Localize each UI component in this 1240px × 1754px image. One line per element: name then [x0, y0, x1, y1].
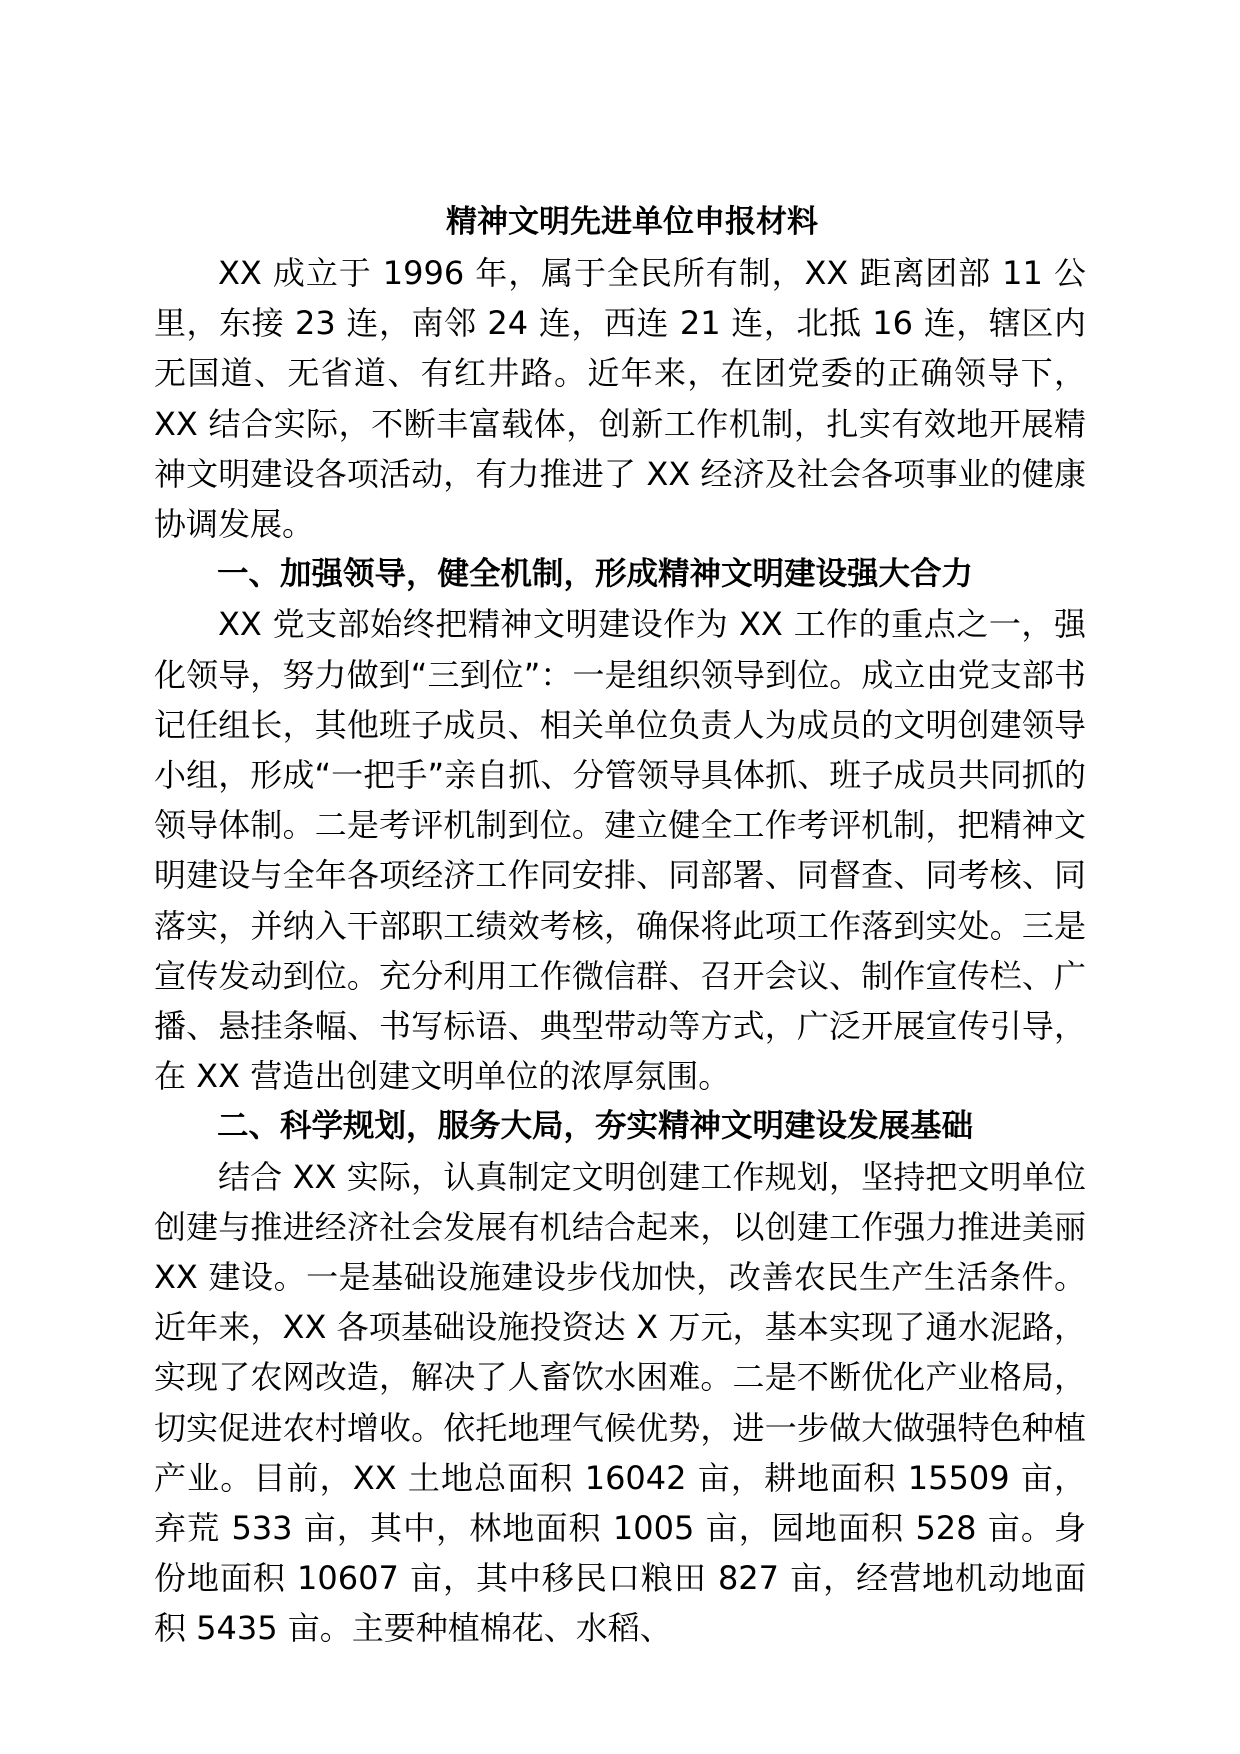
- section-2-paragraph: 结合 XX 实际，认真制定文明创建工作规划，坚持把文明单位创建与推进经济社会发展有机结合起来，以创建工作强力推进美丽 XX 建设。一是基础设施建设步伐加快，改善农民生产生活条件。近年来，XX 各项基础设施投资达 X 万元，基本实现了通水泥路，实现了农网改造，解决了人畜饮水困难。二是不断优化产业格局，切实促进农村增收。依托地理气候优势，进一步做大做强特色种植产业。目前，XX 土地总面积 16042 亩，耕地面积 15509 亩，弃荒 533 亩，其中，林地面积 1005 亩，园地面积 528 亩。身份地面积 10607 亩，其中移民口粮田 827 亩，经营地机动地面积 5435 亩。主要种植棉花、水稻、: [154, 1157, 1086, 1648]
- intro-paragraph: XX 成立于 1996 年，属于全民所有制，XX 距离团部 11 公里，东接 23 连，南邻 24 连，西连 21 连，北抵 16 连，辖区内无国道、无省道、有红井路。近年来，在团党委的正确领导下，XX 结合实际，不断丰富载体，创新工作机制，扎实有效地开展精神文明建设各项活动，有力推进了 XX 经济及社会各项事业的健康协调发展。: [154, 254, 1086, 544]
- section-1-paragraph: XX 党支部始终把精神文明建设作为 XX 工作的重点之一，强化领导，努力做到“三到位”：一是组织领导到位。成立由党支部书记任组长，其他班子成员、相关单位负责人为成员的文明创建领导小组，形成“一把手”亲自抓、分管领导具体抓、班子成员共同抓的领导体制。二是考评机制到位。建立健全工作考评机制，把精神文明建设与全年各项经济工作同安排、同部署、同督查、同考核、同落实，并纳入干部职工绩效考核，确保将此项工作落到实处。三是宣传发动到位。充分利用工作微信群、召开会议、制作宣传栏、广播、悬挂条幅、书写标语、典型带动等方式，广泛开展宣传引导，在 XX 营造出创建文明单位的浓厚氛围。: [154, 605, 1086, 1096]
- document-body: [154, 196, 1086, 1654]
- section-heading-2: 二、科学规划，服务大局，夯实精神文明建设发展基础: [217, 1108, 974, 1145]
- document-title: 精神文明先进单位申报材料: [446, 204, 818, 240]
- section-heading-1: 一、加强领导，健全机制，形成精神文明建设强大合力: [217, 556, 974, 593]
